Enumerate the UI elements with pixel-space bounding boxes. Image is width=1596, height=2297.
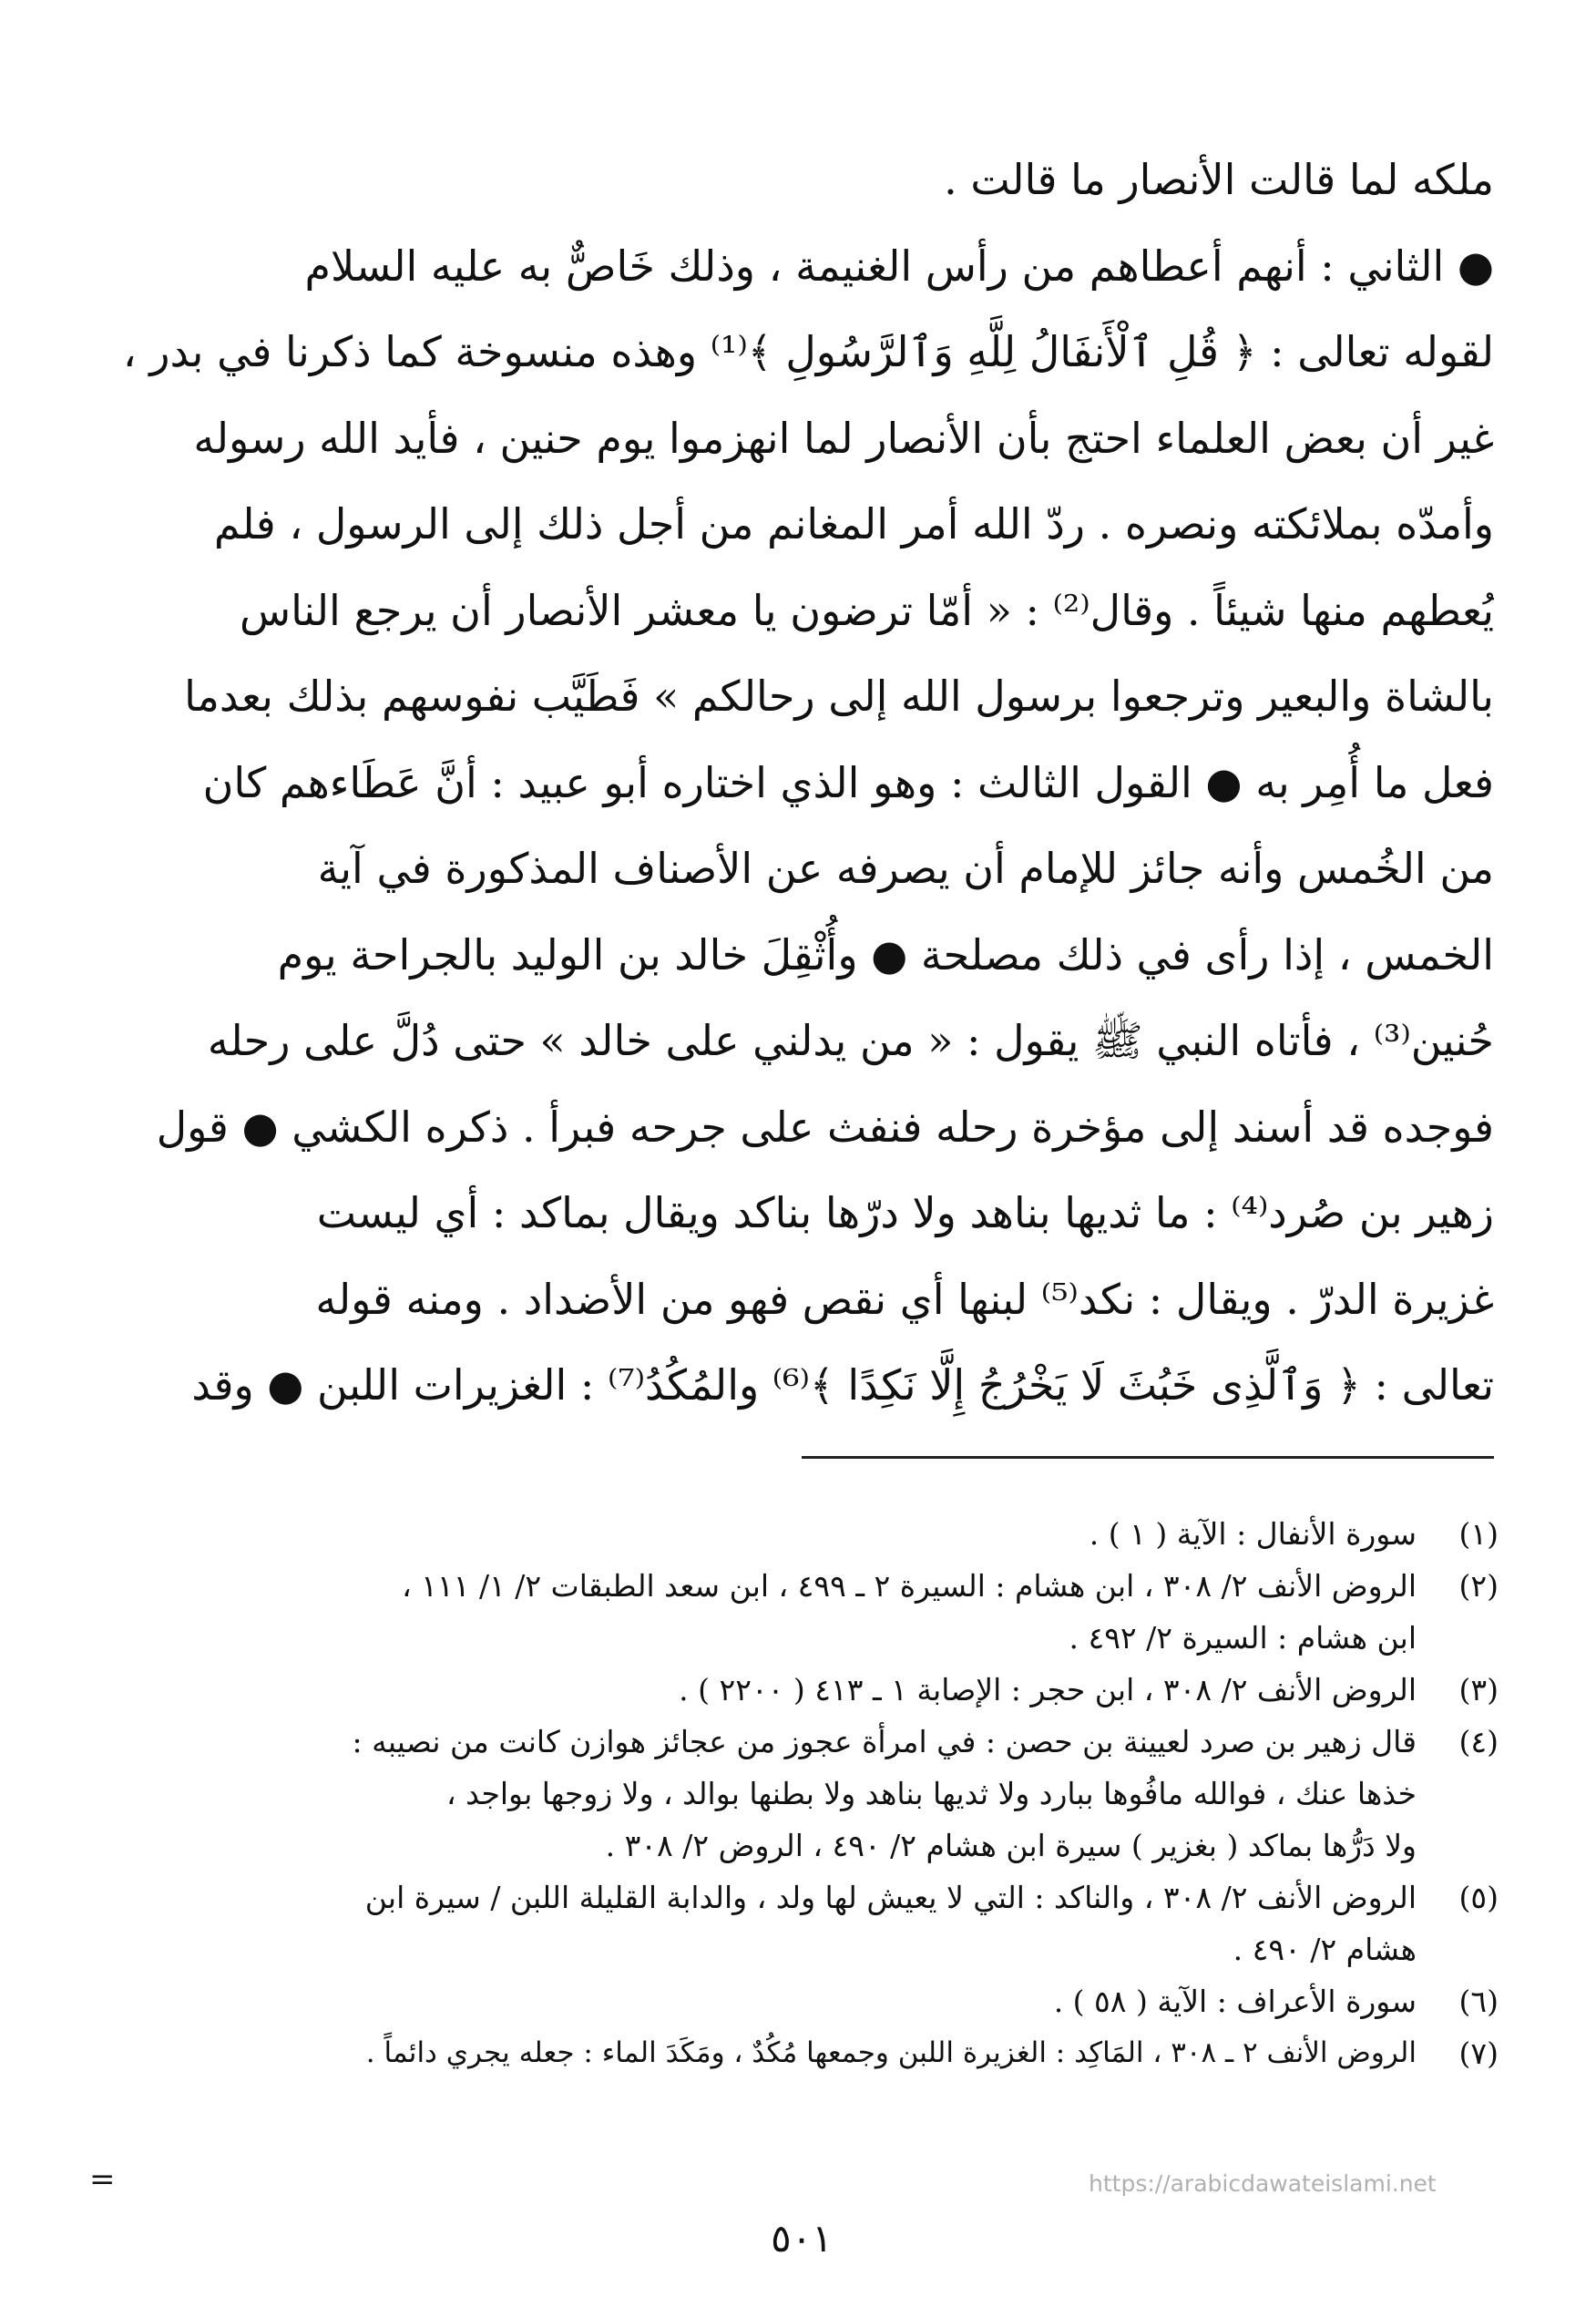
body-line: فعل ما أُمِر به ● القول الثالث : وهو الذي اختاره أبو عبيد : أنَّ عَطَاءهم كان (202, 757, 1494, 807)
footnote-6 (105, 1975, 1499, 2027)
footnote-5 (105, 1871, 1499, 1975)
footnote-line: سورة الأنفال : الآية ( ١ ) . (1089, 1516, 1417, 1552)
footnotes-section (105, 1508, 1499, 2079)
footnote-text (105, 1664, 1417, 1716)
footnote-number: (٢) (1458, 1568, 1499, 1604)
body-line: الخمس ، إذا رأى في ذلك مصلحة ● وأُثْقِلَ خالد بن الوليد بالجراحة يوم (277, 929, 1494, 979)
page-number: ٥٠١ (771, 2216, 833, 2261)
body-line: حُنين⁽³⁾ ، فأتاه النبي ﷺ يقول : « من يدلني على خالد » حتى دُلَّ على رحله (207, 1016, 1494, 1065)
footnote-line: ولا دَرُّها بماكد ( بغزير ) سيرة ابن هشام ٢/ ٤٩٠ ، الروض ٢/ ٣٠٨ . (605, 1828, 1417, 1863)
footnote-separator (802, 1456, 1494, 1459)
footnote-line: سورة الأعراف : الآية ( ٥٨ ) . (1053, 1984, 1417, 2019)
body-line: لقوله تعالى : ﴿ قُلِ ٱلْأَنفَالُ لِلَّهِ وَٱلرَّسُولِ ﴾⁽¹⁾ وهذه منسوخة كما ذكرنا في بدر ، (122, 327, 1494, 376)
footnote-line: هشام ٢/ ٤٩٠ . (1233, 1932, 1417, 1967)
footnote-text (105, 1716, 1417, 1871)
body-line: تعالى : ﴿ وَٱلَّذِى خَبُثَ لَا يَخْرُجُ إِلَّا نَكِدًا ﴾⁽⁶⁾ والمُكُدُ⁽⁷⁾ : الغزيرات اللبن ● وقد (191, 1360, 1494, 1410)
footnote-2 (105, 1560, 1499, 1664)
footnote-text (105, 2027, 1417, 2079)
footnote-line: خذها عنك ، فوالله مافُوها ببارد ولا ثديها بناهد ولا بطنها بوالد ، ولا زوجها بواجد ، (446, 1776, 1417, 1811)
footnote-1 (105, 1508, 1499, 1560)
footnote-text (105, 1508, 1417, 1560)
footnote-line: الروض الأنف ٢ ـ ٣٠٨ ، المَاكِد : الغزيرة اللبن وجمعها مُكُدٌ ، ومَكَدَ الماء : جعله يجري دائماً . (365, 2036, 1417, 2069)
footnote-number: (٧) (1458, 2036, 1499, 2071)
footnote-text (105, 1560, 1417, 1664)
body-line: غير أن بعض العلماء احتج بأن الأنصار لما انهزموا يوم حنين ، فأيد الله رسوله (193, 413, 1494, 463)
footnote-number: (٤) (1458, 1724, 1499, 1759)
body-line: يُعطهم منها شيئاً . وقال⁽²⁾ : « أمّا ترضون يا معشر الأنصار أن يرجع الناس (239, 585, 1494, 635)
footnote-line: الروض الأنف ٢/ ٣٠٨ ، ابن هشام : السيرة ٢ ـ ٤٩٩ ، ابن سعد الطبقات ٢/ ١/ ١١١ ، (402, 1568, 1417, 1604)
continuation-mark: = (89, 2161, 116, 2198)
footnote-3 (105, 1664, 1499, 1716)
footnote-number: (٣) (1458, 1672, 1499, 1707)
footnote-number: (١) (1458, 1516, 1499, 1552)
footnote-line: ابن هشام : السيرة ٢/ ٤٩٢ . (1069, 1620, 1417, 1656)
body-line: وأمدّه بملائكته ونصره . ردّ الله أمر المغانم من أجل ذلك إلى الرسول ، فلم (213, 499, 1494, 549)
footnote-line: الروض الأنف ٢/ ٣٠٨ ، والناكد : التي لا يعيش لها ولد ، والدابة القليلة اللبن / سيرة ابن (364, 1880, 1417, 1915)
footnote-line: قال زهير بن صرد لعيينة بن حصن : في امرأة عجوز من عجائز هوازن كانت من نصيبه : (352, 1724, 1417, 1759)
footnote-text (105, 1975, 1417, 2027)
footnote-number: (٦) (1458, 1984, 1499, 2019)
body-line: ● الثاني : أنهم أعطاهم من رأس الغنيمة ، وذلك خَاصٌّ به عليه السلام (304, 241, 1494, 291)
body-line: غزيرة الدرّ . ويقال : نكد⁽⁵⁾ لبنها أي نقص فهو من الأضداد . ومنه قوله (315, 1274, 1494, 1324)
body-line: ملكه لما قالت الأنصار ما قالت . (944, 155, 1494, 204)
footnote-4 (105, 1716, 1499, 1871)
main-body-text (109, 137, 1494, 1429)
body-line: فوجده قد أسند إلى مؤخرة رحله فنفث على جرحه فبرأ . ذكره الكشي ● قول (156, 1102, 1494, 1152)
footnote-7 (105, 2027, 1499, 2079)
watermark-url: https://arabicdawateislami.net (1089, 2170, 1437, 2197)
footnote-number: (٥) (1458, 1880, 1499, 1915)
body-line: بالشاة والبعير وترجعوا برسول الله إلى رحالكم » فَطَيَّب نفوسهم بذلك بعدما (184, 672, 1494, 721)
body-line: زهير بن صُرد⁽⁴⁾ : ما ثديها بناهد ولا درّها بناكد ويقال بماكد : أي ليست (316, 1188, 1494, 1237)
body-line: من الخُمس وأنه جائز للإمام أن يصرفه عن الأصناف المذكورة في آية (317, 844, 1494, 893)
footnote-line: الروض الأنف ٢/ ٣٠٨ ، ابن حجر : الإصابة ١ ـ ٤١٣ ( ٢٢٠٠ ) . (679, 1672, 1417, 1707)
footnote-text (105, 1871, 1417, 1975)
